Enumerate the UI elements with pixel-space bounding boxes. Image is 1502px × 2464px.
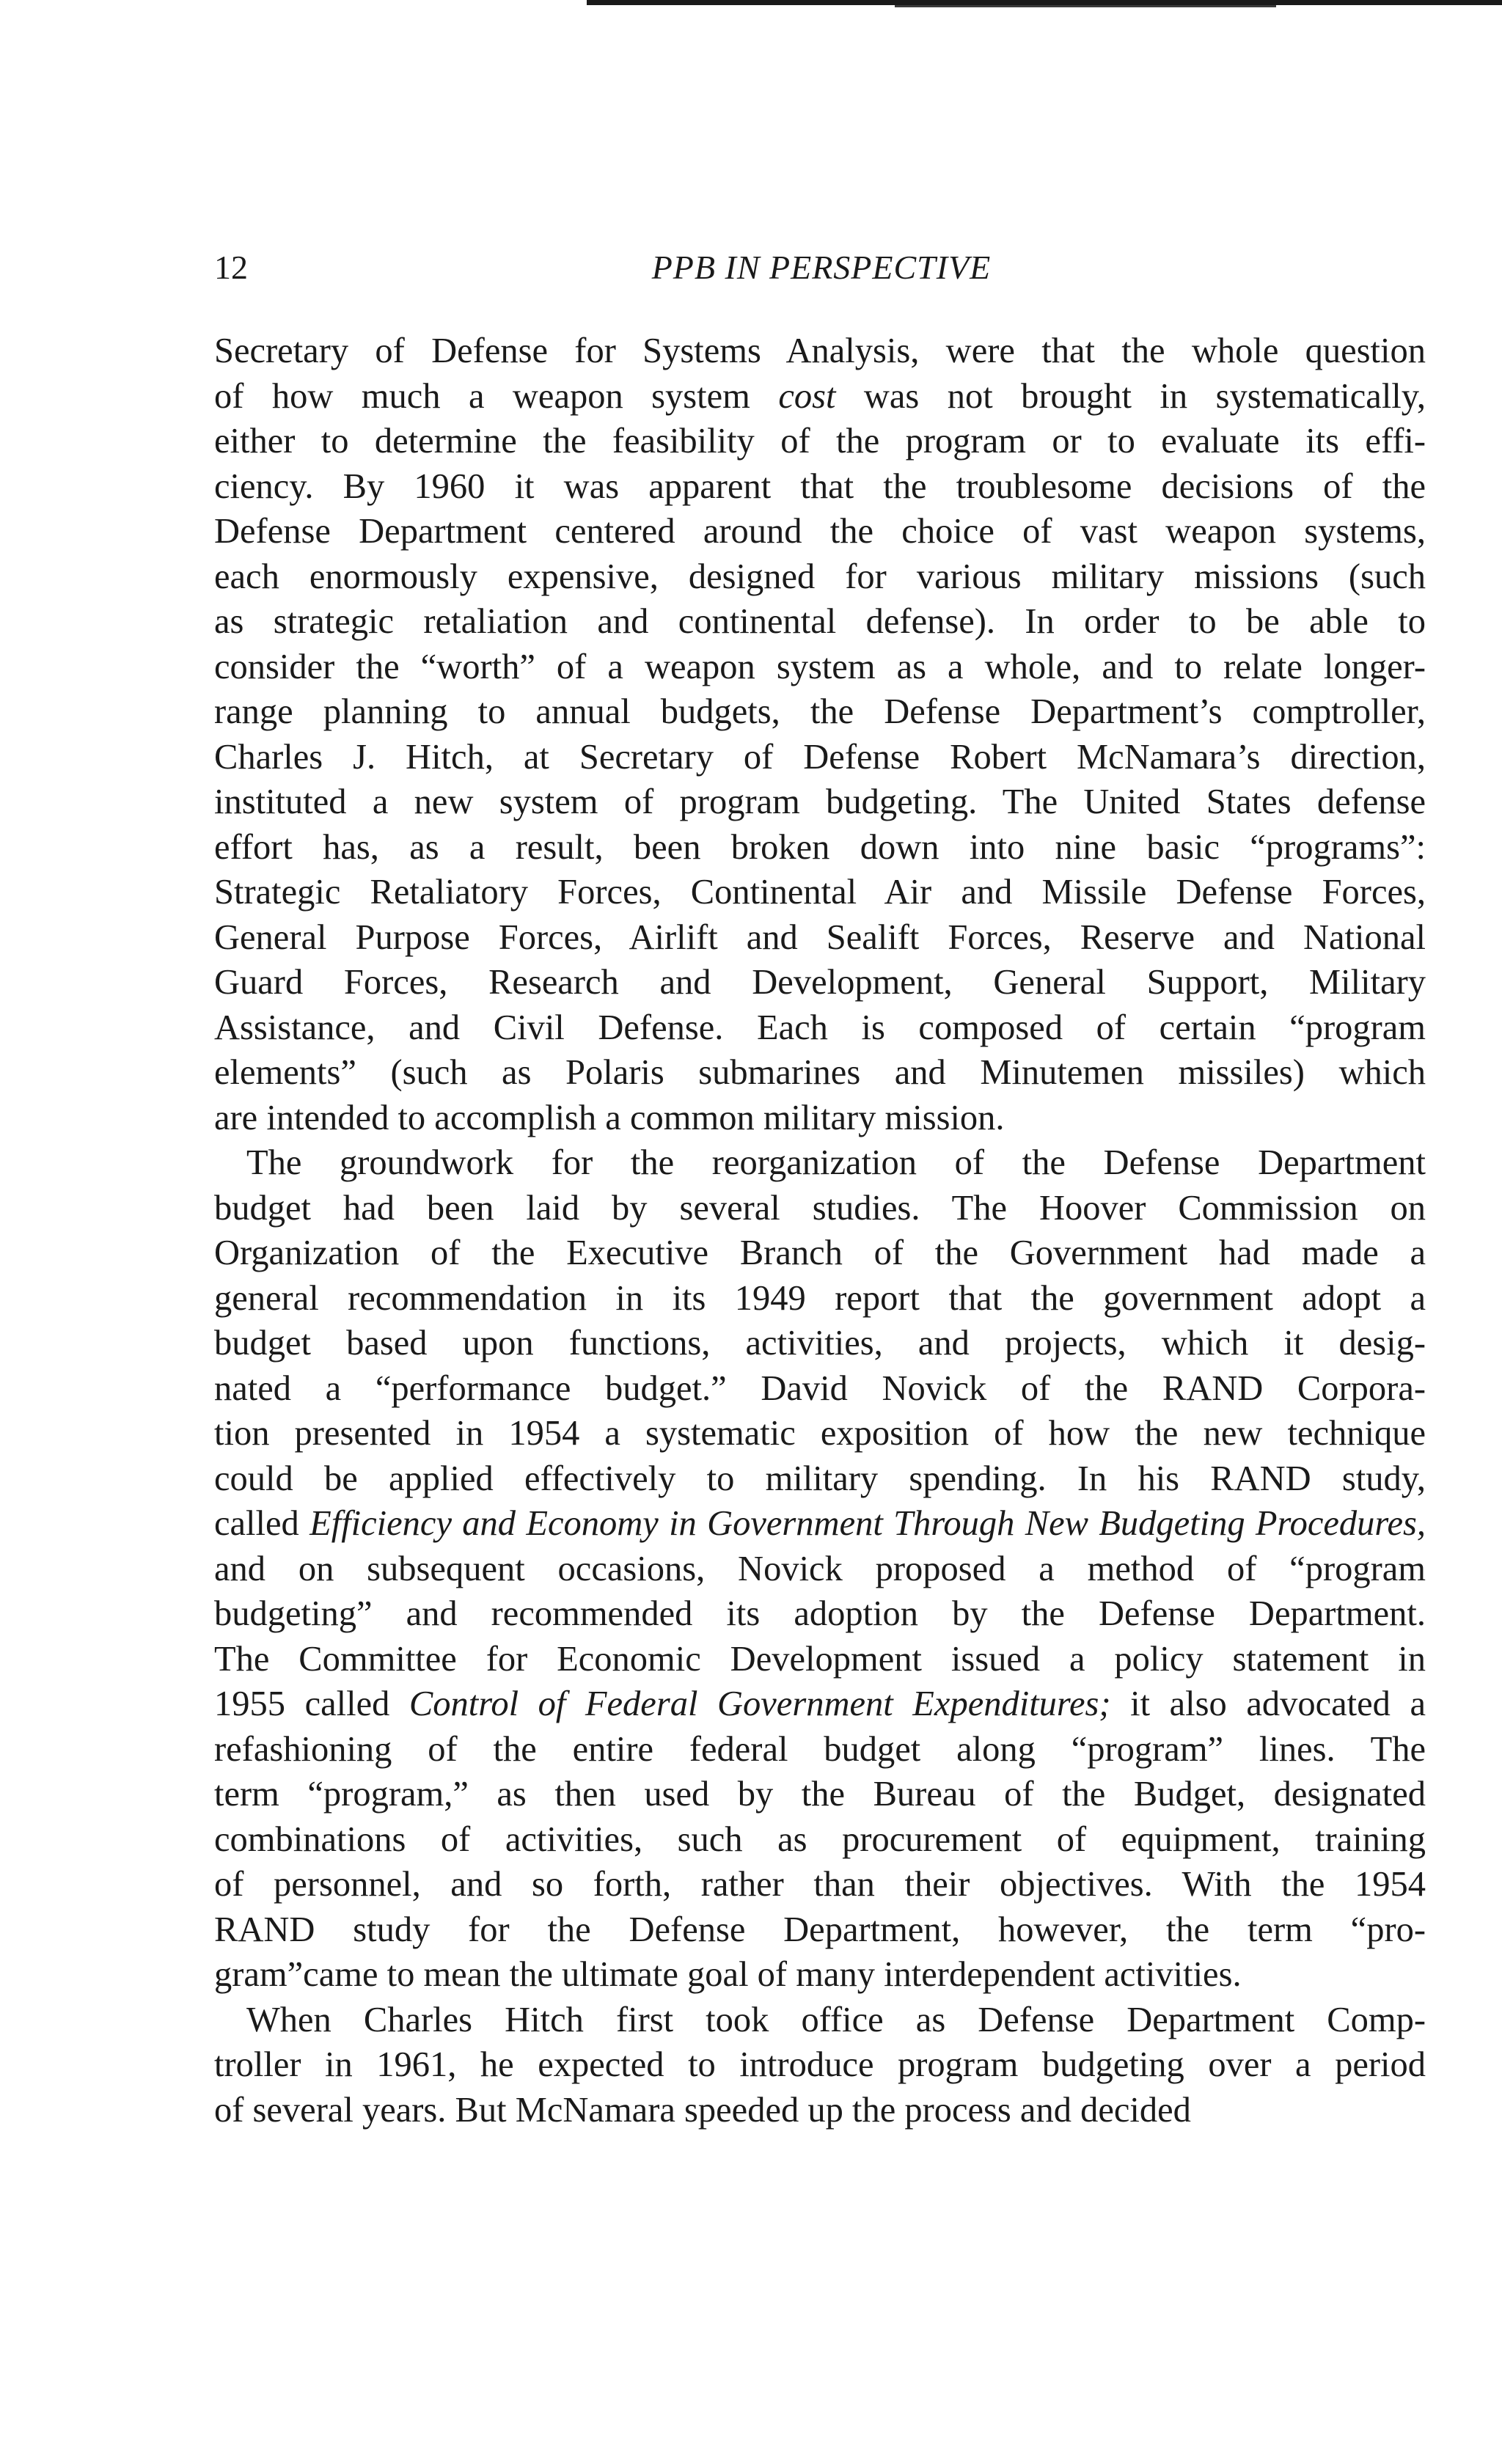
text-run: budget based upon functions, activities, and projects, which it desig-: [214, 1324, 1426, 1363]
text-line: [214, 960, 1426, 1005]
page-number: 12: [214, 249, 248, 286]
text-run: The Committee for Economic Development issued a policy statement in: [214, 1639, 1426, 1679]
text-line: [214, 735, 1426, 780]
text-run: Secretary of Defense for Systems Analysis, were that the whole question: [214, 331, 1426, 370]
text-run: RAND study for the Defense Department, however, the term “pro-: [214, 1910, 1426, 1949]
text-run: it also advocated a: [1110, 1684, 1426, 1723]
text-run: Defense Department centered around the choice of vast weapon systems,: [214, 512, 1426, 551]
text-run: nated a “performance budget.” David Novick of the RAND Corpora-: [214, 1368, 1426, 1408]
text-line: [214, 329, 1426, 374]
text-run: each enormously expensive, designed for various military missions (such: [214, 557, 1426, 596]
text-line: [214, 1862, 1426, 1907]
text-line: [214, 1591, 1426, 1637]
text-run: refashioning of the entire federal budget along “program” lines. The: [214, 1729, 1426, 1769]
text-line: [214, 689, 1426, 735]
text-run: of personnel, and so forth, rather than their objectives. With the 1954: [214, 1865, 1426, 1904]
text-run: gram”came to mean the ultimate goal of many interdependent activities.: [214, 1955, 1242, 1994]
text-line: [214, 825, 1426, 870]
text-run: and on subsequent occasions, Novick proposed a method of “program: [214, 1549, 1426, 1588]
text-run: ciency. By 1960 it was apparent that the troublesome decisions of the: [214, 466, 1426, 506]
text-line: [214, 1096, 1426, 1141]
text-line: [214, 374, 1426, 419]
text-line: [214, 915, 1426, 961]
text-line: [214, 554, 1426, 600]
text-run: called: [214, 1504, 310, 1543]
text-line: [214, 1050, 1426, 1096]
text-run: budgeting” and recommended its adoption by the Defense Department.: [214, 1594, 1426, 1633]
text-line: [214, 780, 1426, 825]
text-line: [214, 1952, 1426, 1998]
text-line: [214, 2042, 1426, 2088]
top-edge-rule-thin: [895, 5, 1276, 7]
text-line: [214, 1727, 1426, 1772]
text-line: [214, 1276, 1426, 1321]
text-run: Strategic Retaliatory Forces, Continental Air and Missile Defense Forces,: [214, 873, 1426, 912]
text-line: [214, 645, 1426, 690]
text-line: [214, 1186, 1426, 1231]
body-text: [214, 329, 1426, 2133]
text-run: range planning to annual budgets, the Defense Department’s comptroller,: [214, 692, 1426, 731]
text-run: tion presented in 1954 a systematic exposition of how the new technique: [214, 1414, 1426, 1453]
text-run: elements” (such as Polaris submarines and Minutemen missiles) which: [214, 1053, 1426, 1092]
top-edge-rule: [587, 0, 1502, 5]
text-line: [214, 599, 1426, 645]
text-run: of several years. But McNamara speeded up the process and decided: [214, 2090, 1191, 2130]
text-run: instituted a new system of program budgeting. The United States defense: [214, 782, 1426, 821]
text-run: Guard Forces, Research and Development, General Support, Military: [214, 963, 1426, 1002]
text-line: [214, 464, 1426, 510]
text-line: [214, 1772, 1426, 1817]
text-line: [214, 1411, 1426, 1456]
paragraph: [214, 1140, 1426, 1998]
text-run: of how much a weapon system: [214, 376, 779, 416]
text-line: [214, 1456, 1426, 1502]
italic-title: Control of Federal Government Expenditures;: [409, 1684, 1111, 1723]
text-run: as strategic retaliation and continental defense). In order to be able to: [214, 602, 1426, 641]
text-run: effort has, as a result, been broken down into nine basic “programs”:: [214, 827, 1426, 867]
text-line: [214, 1501, 1426, 1547]
italic-title: cost: [778, 376, 836, 416]
text-run: 1955 called: [214, 1684, 409, 1723]
text-line: [214, 1231, 1426, 1276]
text-run: Organization of the Executive Branch of the Government had made a: [214, 1233, 1426, 1272]
text-run: are intended to accomplish a common military mission.: [214, 1098, 1005, 1137]
text-run: troller in 1961, he expected to introduce program budgeting over a period: [214, 2045, 1426, 2084]
text-run: When Charles Hitch first took office as Defense Department Comp-: [246, 2000, 1426, 2039]
italic-title: Efficiency and Economy in Government Through New Budgeting Procedures,: [309, 1504, 1426, 1543]
text-run: combinations of activities, such as procurement of equipment, training: [214, 1819, 1426, 1859]
text-run: Assistance, and Civil Defense. Each is composed of certain “program: [214, 1008, 1426, 1047]
text-line: [214, 419, 1426, 464]
running-title: PPB IN PERSPECTIVE: [651, 249, 992, 286]
text-run: consider the “worth” of a weapon system as a whole, and to relate longer-: [214, 647, 1426, 686]
text-run: The groundwork for the reorganization of the Defense Department: [246, 1143, 1426, 1182]
text-line: [214, 1637, 1426, 1682]
text-line: [214, 1907, 1426, 1953]
text-run: either to determine the feasibility of the program or to evaluate its effi-: [214, 422, 1426, 461]
text-line: [214, 1682, 1426, 1727]
text-run: was not brought in systematically,: [835, 376, 1426, 416]
text-run: Charles J. Hitch, at Secretary of Defense Robert McNamara’s direction,: [214, 737, 1426, 777]
text-line: [214, 509, 1426, 554]
text-line: [214, 1998, 1426, 2043]
text-line: [214, 870, 1426, 915]
text-run: general recommendation in its 1949 report that the government adopt a: [214, 1278, 1426, 1318]
text-line: [214, 1140, 1426, 1186]
running-head: [214, 242, 1429, 293]
text-line: [214, 1817, 1426, 1863]
text-line: [214, 1005, 1426, 1051]
text-line: [214, 1366, 1426, 1412]
paragraph: [214, 1998, 1426, 2133]
text-line: [214, 1321, 1426, 1366]
text-run: term “program,” as then used by the Bureau of the Budget, designated: [214, 1775, 1426, 1814]
paragraph: [214, 329, 1426, 1140]
text-run: General Purpose Forces, Airlift and Sealift Forces, Reserve and National: [214, 917, 1426, 957]
text-line: [214, 1547, 1426, 1592]
text-run: could be applied effectively to military spending. In his RAND study,: [214, 1459, 1426, 1498]
text-run: budget had been laid by several studies. The Hoover Commission on: [214, 1188, 1426, 1228]
text-line: [214, 2088, 1426, 2133]
